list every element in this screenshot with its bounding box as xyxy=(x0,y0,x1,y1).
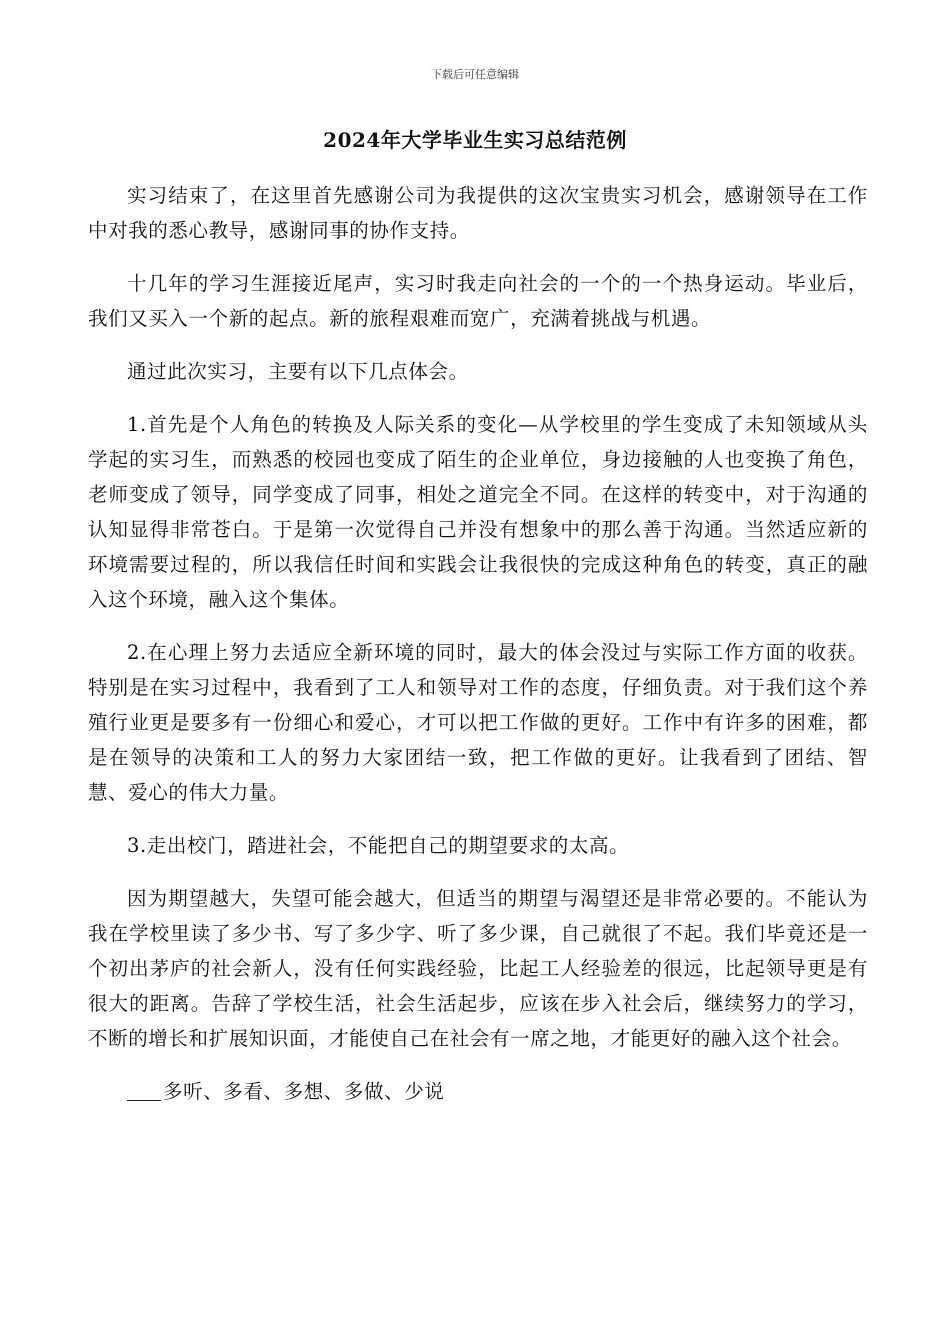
paragraph-summary-lead: 通过此次实习，主要有以下几点体会。 xyxy=(127,360,469,383)
blank-underline xyxy=(127,1081,161,1102)
paragraph-point-3: 3.走出校门，踏进社会，不能把自己的期望要求的太高。 xyxy=(127,834,630,857)
paragraph-closing-line xyxy=(88,1074,868,1109)
paragraph-expectations: 因为期望越大，失望可能会越大，但适当的期望与渴望还是非常必要的。不能认为我在学校里读了多少书、写了多少字、听了多少课，自己就很了不起。我们毕竟还是一个初出茅庐的社会新人，没有任何实践经验，比起工人经验差的很远，比起领导更是有很大的距离。告辞了学校生活，社会生活起步，应该在步入社会后，继续努力的学习，不断的增长和扩展知识面，才能使自己在社会有一席之地，才能更好的融入这个社会。 xyxy=(88,887,868,1050)
paragraph-intro: 十几年的学习生涯接近尾声，实习时我走向社会的一个的一个热身运动。毕业后，我们又买入一个新的起点。新的旅程艰难而宽广，充满着挑战与机遇。 xyxy=(88,272,868,330)
paragraph-point-2: 2.在心理上努力去适应全新环境的同时，最大的体会没过与实际工作方面的收获。特别是在实习过程中，我看到了工人和领导对工作的态度，仔细负责。对于我们这个养殖行业更是要多有一份细心和爱心，才可以把工作做的更好。工作中有许多的困难，都是在领导的决策和工人的努力大家团结一致，把工作做的更好。让我看到了团结、智慧、爱心的伟大力量。 xyxy=(88,641,868,804)
document-body xyxy=(88,178,868,1109)
document-title: 2024年大学毕业生实习总结范例 xyxy=(323,128,627,152)
paragraph-thanks: 实习结束了，在这里首先感谢公司为我提供的这次宝贵实习机会，感谢领导在工作中对我的悉心教导，感谢同事的协作支持。 xyxy=(88,184,868,242)
paragraph-point-1: 1.首先是个人角色的转换及人际关系的变化—从学校里的学生变成了未知领域从头学起的实习生，而熟悉的校园也变成了陌生的企业单位，身边接触的人也变换了角色，老师变成了领导，同学变成了同事，相处之道完全不同。在这样的转变中，对于沟通的认知显得非常苍白。于是第一次觉得自己并没有想象中的那么善于沟通。当然适应新的环境需要过程的，所以我信任时间和实践会让我很快的完成这种角色的转变，真正的融入这个环境，融入这个集体。 xyxy=(88,413,868,611)
closing-line-text: 多听、多看、多想、多做、少说 xyxy=(163,1080,445,1103)
header-note: 下载后可任意编辑 xyxy=(431,68,519,81)
